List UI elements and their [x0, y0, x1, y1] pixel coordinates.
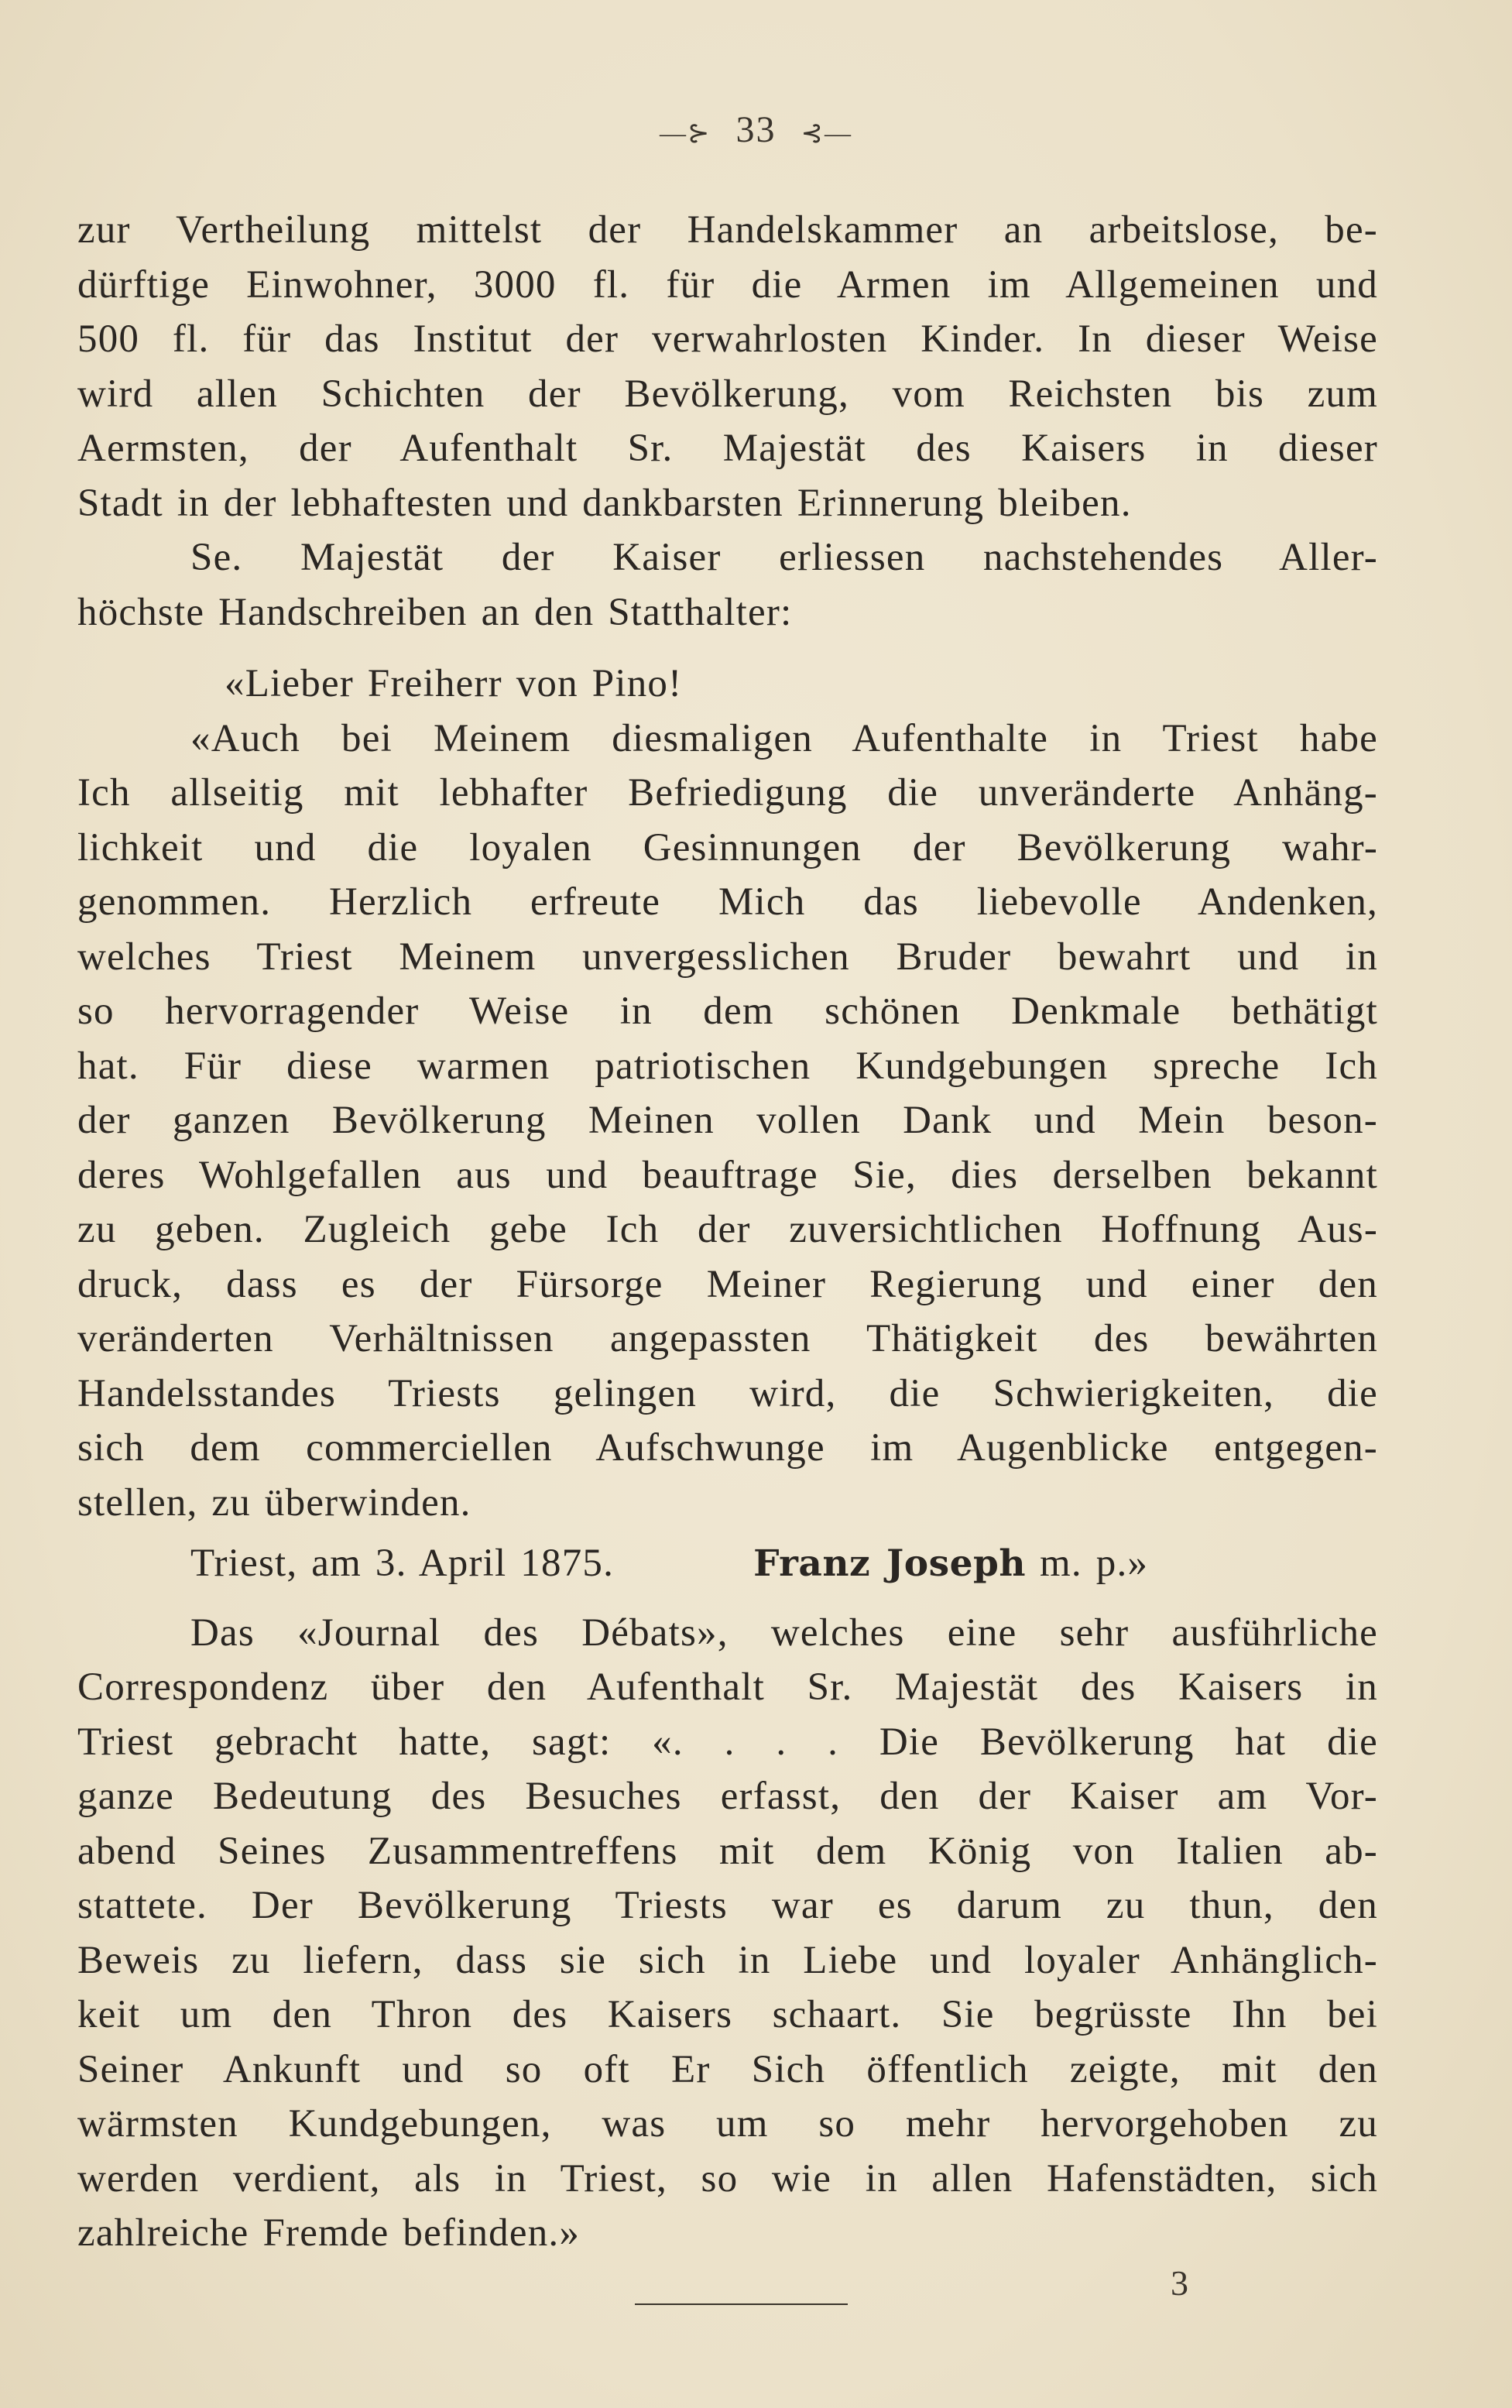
text-line: abend Seines Zusammentreffens mit dem König von Italien ab- — [77, 1829, 1378, 1873]
text-line: druck, dass es der Fürsorge Meiner Regierung und einer den — [77, 1262, 1378, 1306]
text-line: sich dem commerciellen Aufschwunge im Augenblicke entgegen- — [77, 1426, 1378, 1470]
text-line: «Auch bei Meinem diesmaligen Aufenthalte in Triest habe — [190, 716, 1378, 760]
text-line: Seiner Ankunft und so oft Er Sich öffentlich zeigte, mit den — [77, 2047, 1378, 2091]
letter-signature — [77, 1536, 1378, 1592]
text-line: zu geben. Zugleich gebe Ich der zuversichtlichen Hoffnung Aus- — [77, 1208, 1378, 1251]
paragraph-journal-des-debats — [77, 1606, 1378, 2261]
text-line: dürftige Einwohner, 3000 fl. für die Armen im Allgemeinen und — [77, 262, 1378, 307]
text-line: höchste Handschreiben an den Statthalter: — [77, 590, 793, 634]
letter-salutation: «Lieber Freiherr von Pino! — [225, 662, 683, 705]
text-line: Ich allseitig mit lebhafter Befriedigung die unveränderte Anhäng- — [77, 771, 1378, 815]
text-line: welches Triest Meinem unvergesslichen Bruder bewahrt und in — [77, 935, 1378, 979]
text-line: Correspondenz über den Aufenthalt Sr. Majestät des Kaisers in — [77, 1665, 1378, 1709]
text-line: werden verdient, als in Triest, so wie in allen Hafenstädten, sich — [77, 2156, 1378, 2200]
text-line: lichkeit und die loyalen Gesinnungen der Bevölkerung wahr- — [77, 825, 1378, 870]
text-line: stattete. Der Bevölkerung Triests war es darum zu thun, den — [77, 1884, 1378, 1927]
paragraph-distribution — [77, 203, 1378, 530]
body-text — [77, 203, 1378, 2261]
text-line: Triest gebracht hatte, sagt: «. . . . Die Bevölkerung hat die — [77, 1720, 1378, 1764]
text-line: genommen. Herzlich erfreute Mich das liebevolle Andenken, — [77, 880, 1378, 924]
text-line: wird allen Schichten der Bevölkerung, vom Reichsten bis zum — [77, 372, 1378, 416]
page-number: 33 — [735, 109, 777, 150]
text-line: Beweis zu liefern, dass sie sich in Liebe und loyaler Anhänglich- — [77, 1938, 1378, 1982]
text-line: Handelsstandes Triests gelingen wird, die Schwierigkeiten, die — [77, 1371, 1378, 1415]
page-header — [0, 108, 1512, 151]
text-line: Das «Journal des Débats», welches eine sehr ausführliche — [190, 1610, 1378, 1655]
text-line: 500 fl. für das Institut der verwahrlosten Kinder. In dieser Weise — [77, 317, 1378, 361]
text-line: stellen, zu überwinden. — [77, 1480, 471, 1525]
text-line: wärmsten Kundgebungen, was um so mehr hervorgehoben zu — [77, 2102, 1378, 2146]
signature-name: Franz Joseph — [753, 1542, 1027, 1585]
text-line: so hervorragender Weise in dem schönen Denkmale bethätigt — [77, 990, 1378, 1033]
text-line: Se. Majestät der Kaiser erliessen nachstehendes Aller- — [190, 536, 1378, 579]
text-line: zur Vertheilung mittelst der Handelskammer an arbeitslose, be- — [77, 208, 1378, 252]
ornament-left: —⊱ — [660, 118, 711, 148]
text-line: der ganzen Bevölkerung Meinen vollen Dank und Mein beson- — [77, 1099, 1378, 1142]
text-line: ganze Bedeutung des Besuches erfasst, den der Kaiser am Vor- — [77, 1775, 1378, 1818]
text-line: Stadt in der lebhaftesten und dankbarsten Erinnerung bleiben. — [77, 481, 1132, 525]
paragraph-handschreiben-intro — [77, 530, 1378, 640]
footer-rule — [635, 2303, 848, 2305]
signature-mark: 3 — [1171, 2263, 1188, 2303]
text-line: veränderten Verhältnissen angepassten Thätigkeit des bewährten — [77, 1317, 1378, 1360]
text-line: deres Wohlgefallen aus und beauftrage Sie, dies derselben bekannt — [77, 1153, 1378, 1197]
ornament-right: ⊰— — [801, 118, 852, 148]
text-line: Aermsten, der Aufenthalt Sr. Majestät des Kaisers in dieser — [77, 427, 1378, 470]
text-line: zahlreiche Fremde befinden.» — [77, 2211, 581, 2255]
signature-suffix: m. p.» — [1026, 1542, 1149, 1585]
text-line: keit um den Thron des Kaisers schaart. Sie begrüsste Ihn bei — [77, 1993, 1378, 2036]
letter-body — [77, 712, 1378, 1531]
text-line: hat. Für diese warmen patriotischen Kundgebungen spreche Ich — [77, 1044, 1378, 1088]
signature-place-date: Triest, am 3. April 1875. — [190, 1542, 615, 1585]
